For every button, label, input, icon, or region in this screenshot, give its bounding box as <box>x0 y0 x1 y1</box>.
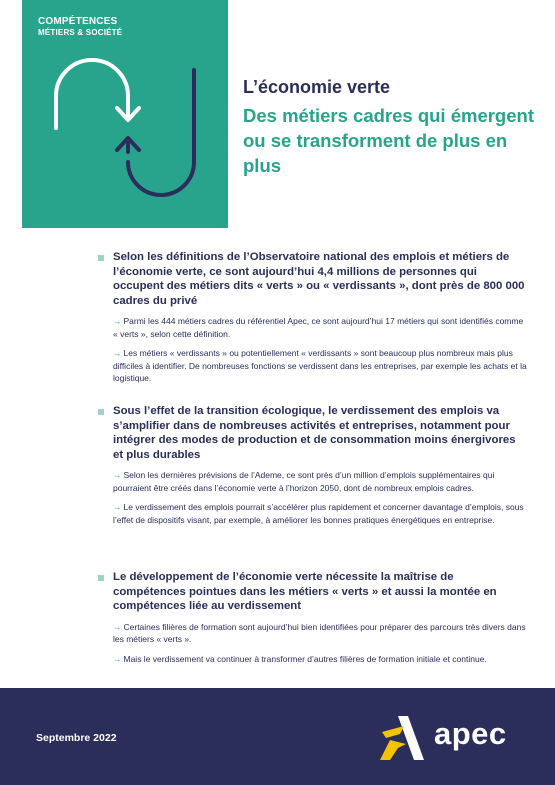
section-lead: Selon les définitions de l’Observatoire national des emplois et métiers de l’économie verte, ce sont aujourd’hui 4,4 millions de personnes qui occupent des métiers dits « verts » ou « verdissants », dont près de 800 000 cadres du privé <box>113 251 525 307</box>
arrow-right-icon: → <box>113 502 122 512</box>
detail-point <box>113 653 528 666</box>
detail-point <box>113 315 528 340</box>
page-title: L’économie verte <box>243 77 391 97</box>
apec-logo-icon <box>376 714 426 762</box>
detail-text: Les métiers « verdissants » ou potentiellement « verdissants » sont beaucoup plus nombreux mais plus difficiles à identifier. De nombreuses fonctions se verdissent dans les entreprises, par exemple les achats et la logistique. <box>113 348 527 383</box>
arrow-right-icon: → <box>113 470 122 480</box>
key-point-section <box>98 250 528 385</box>
arrow-right-icon: → <box>113 348 122 358</box>
key-point-section <box>98 404 528 526</box>
section-lead: Sous l’effet de la transition écologique, le verdissement des emplois va s’amplifier dans de nombreuses activités et entreprises, notamment pour intégrer des modes de production et de consommation moins énergivores et plus durables <box>113 405 516 461</box>
collection-subtitle: MÉTIERS & SOCIÉTÉ <box>38 28 123 37</box>
publication-date: Septembre 2022 <box>36 732 117 744</box>
loop-arrows-icon <box>22 0 228 228</box>
brand-wordmark: apec <box>434 716 507 751</box>
bullet-square-icon <box>98 409 104 415</box>
detail-point <box>113 347 528 385</box>
bullet-square-icon <box>98 255 104 261</box>
arrow-right-icon: → <box>113 621 122 632</box>
detail-text: Mais le verdissement va continuer à transformer d’autres filières de formation initiale et continue. <box>123 653 487 664</box>
collection-title: COMPÉTENCES <box>38 16 118 27</box>
detail-text: Parmi les 444 métiers cadres du référentiel Apec, ce sont aujourd’hui 17 métiers qui sont identifiés comme « verts », selon cette définition. <box>113 316 524 339</box>
detail-point <box>113 621 528 646</box>
detail-text: Le verdissement des emplois pourrait s’accélérer plus rapidement et concerner davantage d’emplois, sous l’effet de dispositifs visant, par exemple, à améliorer les bonnes pratiques énergétiques en entreprise. <box>113 502 524 525</box>
arrow-right-icon: → <box>113 316 122 326</box>
bullet-square-icon <box>98 575 104 581</box>
detail-point <box>113 501 528 526</box>
footer-band <box>0 688 555 785</box>
header-cover-block <box>22 0 228 228</box>
detail-text: Selon les dernières prévisions de l’Ademe, ce sont près d’un million d’emplois supplémentaires qui pourraient être créés dans l’économie verte à l’horizon 2050, dont de nombreux emplois cadres. <box>113 470 495 493</box>
section-lead: Le développement de l’économie verte nécessite la maîtrise de compétences pointues dans les métiers « verts » et aussi la montée en compétences liée au verdissement <box>113 571 497 612</box>
detail-point <box>113 469 528 494</box>
detail-text: Certaines filières de formation sont aujourd’hui bien identifiées pour préparer des parcours très divers dans les métiers « verts ». <box>113 621 526 644</box>
page-subtitle: Des métiers cadres qui émergent ou se transforment de plus en plus <box>243 105 534 176</box>
key-point-section <box>98 570 528 665</box>
arrow-right-icon: → <box>113 653 122 664</box>
